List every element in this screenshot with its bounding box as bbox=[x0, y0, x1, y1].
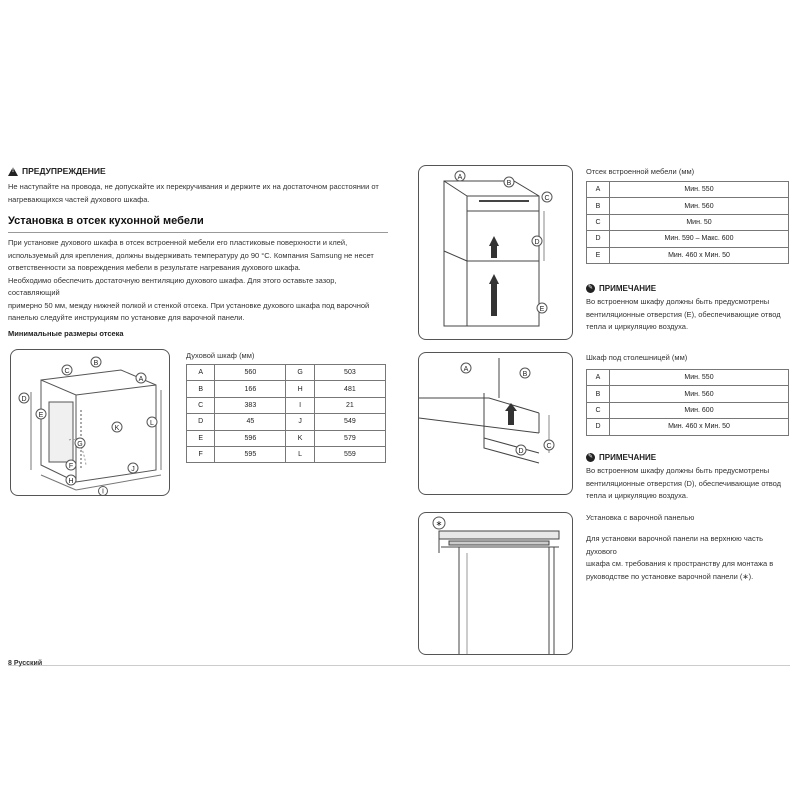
oven-label-i: I bbox=[102, 488, 104, 495]
table-row: D Мин. 460 x Мин. 50 bbox=[587, 419, 789, 435]
note1-text: Во встроенном шкафу должны быть предусмотрены вентиляционные отверстия (E), обеспечивающие отвод тепла и циркуляцию воздуха. bbox=[586, 297, 781, 331]
hob-marker: ∗ bbox=[435, 519, 443, 528]
oven-label-b: B bbox=[93, 360, 99, 367]
oven-label-k: K bbox=[114, 425, 120, 432]
section-body: При установке духового шкафа в отсек встроенной мебели его пластиковые поверхности и клей, используемый для крепления, должны выдерживать температуру до 90 °C. Компания Samsung не несет ответственности за повреждения мебели в результате нагревания духового шкафа. Необходимо обеспечить достаточную вентиляцию духового шкафа. Для этого оставьте зазор, составляющий примерно 50 мм, между нижней полкой и стенкой отсека. При установке духового шкафа под варочной панелью следуйте инструкциям по установке для варочной панели. bbox=[8, 238, 374, 322]
note2-text: Во встроенном шкафу должны быть предусмотрены вентиляционные отверстия (D), обеспечивающие отвод тепла и циркуляцию воздуха. bbox=[586, 466, 782, 500]
oven-label-g: G bbox=[77, 441, 83, 448]
hob-caption: Установка с варочной панелью bbox=[586, 513, 695, 522]
table-row: A Мин. 550 bbox=[587, 370, 789, 386]
note-icon: ✎ bbox=[587, 454, 594, 460]
table-row: A Мин. 550 bbox=[587, 182, 789, 198]
cabinet-label-c: C bbox=[544, 195, 550, 202]
counter-table-caption: Шкаф под столешницей (мм) bbox=[586, 353, 688, 362]
counter-label-b: B bbox=[522, 371, 528, 378]
table-row: D 45 J 549 bbox=[187, 414, 386, 430]
cabinet-label-e: E bbox=[539, 306, 545, 313]
table-row: E 596 K 579 bbox=[187, 430, 386, 446]
section-title: Установка в отсек кухонной мебели bbox=[8, 215, 204, 227]
table-row: C 383 I 21 bbox=[187, 397, 386, 413]
counter-label-a: A bbox=[463, 366, 469, 373]
table-row: E Мин. 460 x Мин. 50 bbox=[587, 247, 789, 263]
counter-table bbox=[586, 369, 789, 436]
cabinet-table bbox=[586, 181, 789, 264]
cabinet-label-d: D bbox=[534, 239, 540, 246]
section-divider bbox=[8, 232, 388, 233]
table-row: C Мин. 50 bbox=[587, 214, 789, 230]
warning-text: Не наступайте на провода, не допускайте их перекручивания и держите их на достаточном расстоянии от нагревающихся частей духового шкафа. bbox=[8, 182, 379, 204]
oven-table-caption: Духовой шкаф (мм) bbox=[186, 351, 255, 360]
oven-label-f: F bbox=[68, 463, 74, 470]
table-row: B Мин. 560 bbox=[587, 198, 789, 214]
table-row: F 595 L 559 bbox=[187, 446, 386, 462]
table-row: D Мин. 590 – Макс. 600 bbox=[587, 231, 789, 247]
oven-label-j: J bbox=[131, 466, 135, 473]
footer-divider bbox=[8, 665, 790, 666]
hob-diagram bbox=[418, 512, 573, 655]
page-footer: 8 Русский bbox=[8, 660, 43, 667]
table-row: B Мин. 560 bbox=[587, 386, 789, 402]
oven-label-c: C bbox=[64, 368, 70, 375]
oven-label-l: L bbox=[150, 420, 154, 427]
cabinet-label-b: B bbox=[506, 180, 512, 187]
table-row: C Мин. 600 bbox=[587, 402, 789, 418]
hob-text: Для установки варочной панели на верхнюю часть духового шкафа см. требования к пространству для монтажа в руководстве по установке варочной панели (∗). bbox=[586, 534, 774, 581]
cabinet-table-caption: Отсек встроенной мебели (мм) bbox=[586, 167, 695, 176]
oven-table bbox=[186, 364, 386, 463]
note1-title: ✎ ПРИМЕЧАНИЕ bbox=[587, 284, 657, 293]
counter-diagram bbox=[418, 352, 573, 495]
cabinet-diagram bbox=[418, 165, 573, 340]
note-icon: ✎ bbox=[587, 285, 594, 291]
warning-icon bbox=[8, 167, 18, 176]
counter-label-c: C bbox=[546, 443, 552, 450]
counter-label-d: D bbox=[518, 448, 524, 455]
note2-title: ✎ ПРИМЕЧАНИЕ bbox=[587, 453, 657, 462]
cabinet-label-a: A bbox=[457, 174, 463, 181]
oven-label-a: A bbox=[138, 376, 144, 383]
oven-diagram bbox=[10, 349, 170, 496]
table-row: B 166 H 481 bbox=[187, 381, 386, 397]
oven-label-d: D bbox=[21, 396, 27, 403]
oven-label-e: E bbox=[38, 412, 44, 419]
warning-title: ! ПРЕДУПРЕЖДЕНИЕ bbox=[8, 166, 106, 176]
oven-label-h: H bbox=[68, 478, 74, 485]
table-row: A 560 G 503 bbox=[187, 365, 386, 381]
min-dims-title: Минимальные размеры отсека bbox=[8, 329, 124, 338]
